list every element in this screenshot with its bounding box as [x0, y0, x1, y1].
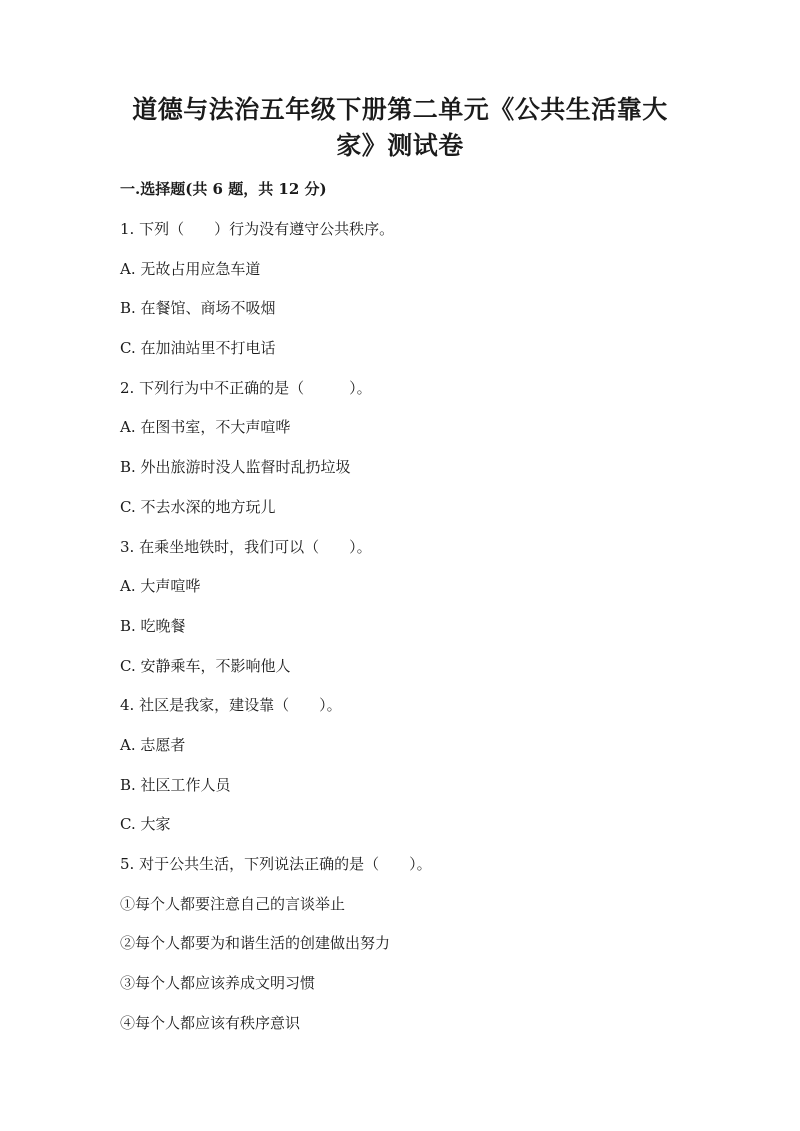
statement-text: ③每个人都应该养成文明习惯 [120, 974, 316, 993]
statement-text: ①每个人都要注意自己的言谈举止 [120, 894, 346, 913]
option-text: A. 在图书室，不大声喧哗 [120, 418, 291, 437]
option-text: C. 不去水深的地方玩儿 [120, 497, 276, 516]
option-text: A. 志愿者 [120, 735, 186, 754]
option-text: B. 外出旅游时没人监督时乱扔垃圾 [120, 458, 351, 477]
question-text: 5. 对于公共生活，下列说法正确的是（ ）。 [120, 855, 432, 873]
option-text: B. 在餐馆、商场不吸烟 [120, 299, 276, 318]
option-text: C. 大家 [120, 815, 171, 834]
question-list [120, 218, 700, 1051]
option-text: B. 社区工作人员 [120, 775, 231, 794]
option-text: A. 无故占用应急车道 [120, 259, 261, 278]
section-heading: 一.选择题(共 6 题，共 12 分) [120, 180, 327, 198]
question-text: 4. 社区是我家，建设靠（ ）。 [120, 696, 342, 715]
option-text: B. 吃晚餐 [120, 616, 186, 635]
title-line-2: 家》测试卷 [336, 131, 464, 160]
option-text: A. 大声喧哗 [120, 577, 201, 596]
statement-text: ④每个人都应该有秩序意识 [120, 1013, 301, 1032]
option-text: C. 在加油站里不打电话 [120, 339, 276, 358]
option-text: C. 安静乘车，不影响他人 [120, 656, 291, 675]
question-text: 2. 下列行为中不正确的是（ ）。 [120, 378, 372, 397]
question-text: 3. 在乘坐地铁时，我们可以（ ）。 [120, 537, 372, 556]
statement-text: ②每个人都要为和谐生活的创建做出努力 [120, 934, 391, 953]
question-text: 1. 下列（ ）行为没有遵守公共秩序。 [120, 220, 395, 238]
document-title [120, 92, 680, 164]
title-line-1: 道德与法治五年级下册第二单元《公共生活靠大 [132, 95, 668, 124]
